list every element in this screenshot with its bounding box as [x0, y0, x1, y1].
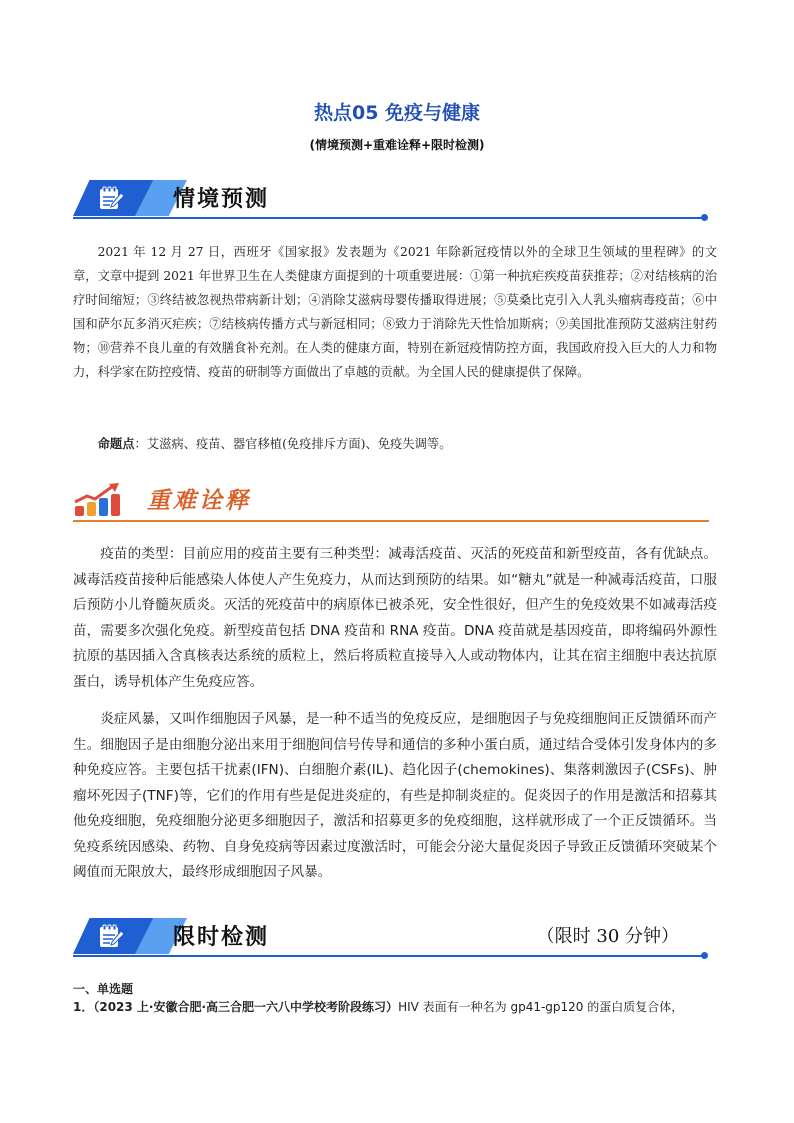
question-number: 1． — [73, 1000, 94, 1014]
topic-line — [73, 432, 717, 456]
bar-chart-arrow-icon — [73, 482, 129, 518]
banner-end-dot — [701, 214, 708, 221]
banner-underline — [73, 217, 705, 219]
banner-end-dot — [701, 952, 708, 959]
topic-label: 命题点 — [97, 436, 135, 451]
banner-underline — [73, 520, 709, 522]
question-source: （2023 上·安徽合肥·高三合肥一六八中学校考阶段练习） — [93, 1000, 399, 1014]
page-title: 热点05 免疫与健康 — [313, 102, 481, 124]
situation-paragraph — [73, 240, 717, 384]
section-header-test — [73, 918, 709, 958]
section-header-situation — [73, 180, 709, 220]
explanation-paragraph-2: 炎症风暴，又叫作细胞因子风暴，是一种不适当的免疫反应，是细胞因子与免疫细胞间正反馈循环而产生。细胞因子是由细胞分泌出来用于细胞间信号传导和通信的多种小蛋白质，通过结合受体引发身体内的多种免疫应答。主要包括干扰素(IFN)、白细胞介素(IL)、趋化因子(chemokines)、集落刺激因子(CSFs)、肿瘤坏死因子(TNF)等，它们的作用有些是促进炎症的，有些是抑制炎症的。促炎因子的作用是激活和招募其他免疫细胞，免疫细胞分泌更多细胞因子，激活和招募更多的免疫细胞，这样就形成了一个正反馈循环。当免疫系统因感染、药物、自身免疫病等因素过度激活时，可能会分泌大量促炎因子导致正反馈循环突破某个阈值而无限放大，最终形成细胞因子风暴。 — [73, 711, 717, 880]
question-text: HIV 表面有一种名为 gp41-gp120 的蛋白质复合体， — [398, 1000, 684, 1014]
notepad-pencil-icon — [97, 923, 125, 949]
situation-text: 2021 年 12 月 27 日，西班牙《国家报》发表题为《2021 年除新冠疫情以外的全球卫生领域的里程碑》的文章，文章中提到 2021 年世界卫生在人类健康方面提到的十项重要进展：①第一种抗疟疾疫苗获推荐；②对结核病的治疗时间缩短；③终结被忽视热带病新计划；④消除艾滋病母婴传播取得进展；⑤莫桑比克引入人乳头瘤病毒疫苗；⑥中国和萨尔瓦多消灭疟疾；⑦结核病传播方式与新冠相同；⑧致力于消除先天性恰加斯病；⑨美国批准预防艾滋病注射药物；⑩营养不良儿童的有效膳食补充剂。在人类的健康方面，特别在新冠疫情防控方面，我国政府投入巨大的人力和物力，科学家在防控疫情、疫苗的研制等方面做出了卓越的贡献。为全国人民的健康提供了保障。 — [73, 245, 717, 379]
time-limit-note: （限时 30 分钟） — [536, 926, 679, 947]
section-label: 限时检测 — [173, 924, 270, 950]
page-subtitle: (情境预测+重难诠释+限时检测) — [309, 138, 485, 152]
explanation-paragraph-1: 疫苗的类型：目前应用的疫苗主要有三种类型：减毒活疫苗、灭活的死疫苗和新型疫苗，各有优缺点。减毒活疫苗接种后能感染人体使人产生免疫力，从而达到预防的结果。如“糖丸”就是一种减毒活疫苗，口服后预防小儿脊髓灰质炎。灭活的死疫苗中的病原体已被杀死，安全性很好，但产生的免疫效果不如减毒活疫苗，需要多次强化免疫。新型疫苗包括 DNA 疫苗和 RNA 疫苗。DNA 疫苗就是基因疫苗，即将编码外源性抗原的基因插入含真核表达系统的质粒上，然后将质粒直接导入人或动物体内，让其在宿主细胞中表达抗原蛋白，诱导机体产生免疫应答。 — [73, 546, 717, 690]
question-1 — [73, 998, 733, 1015]
notepad-pencil-icon — [97, 185, 125, 211]
banner-underline — [73, 955, 705, 957]
section-label: 重难诠释 — [147, 487, 251, 514]
topic-text: ：艾滋病、疫苗、器官移植(免疫排斥方面)、免疫失调等。 — [134, 437, 452, 451]
section-header-explanation — [73, 482, 709, 522]
question-type-heading: 一、单选题 — [73, 982, 134, 996]
section-label: 情境预测 — [173, 186, 270, 212]
